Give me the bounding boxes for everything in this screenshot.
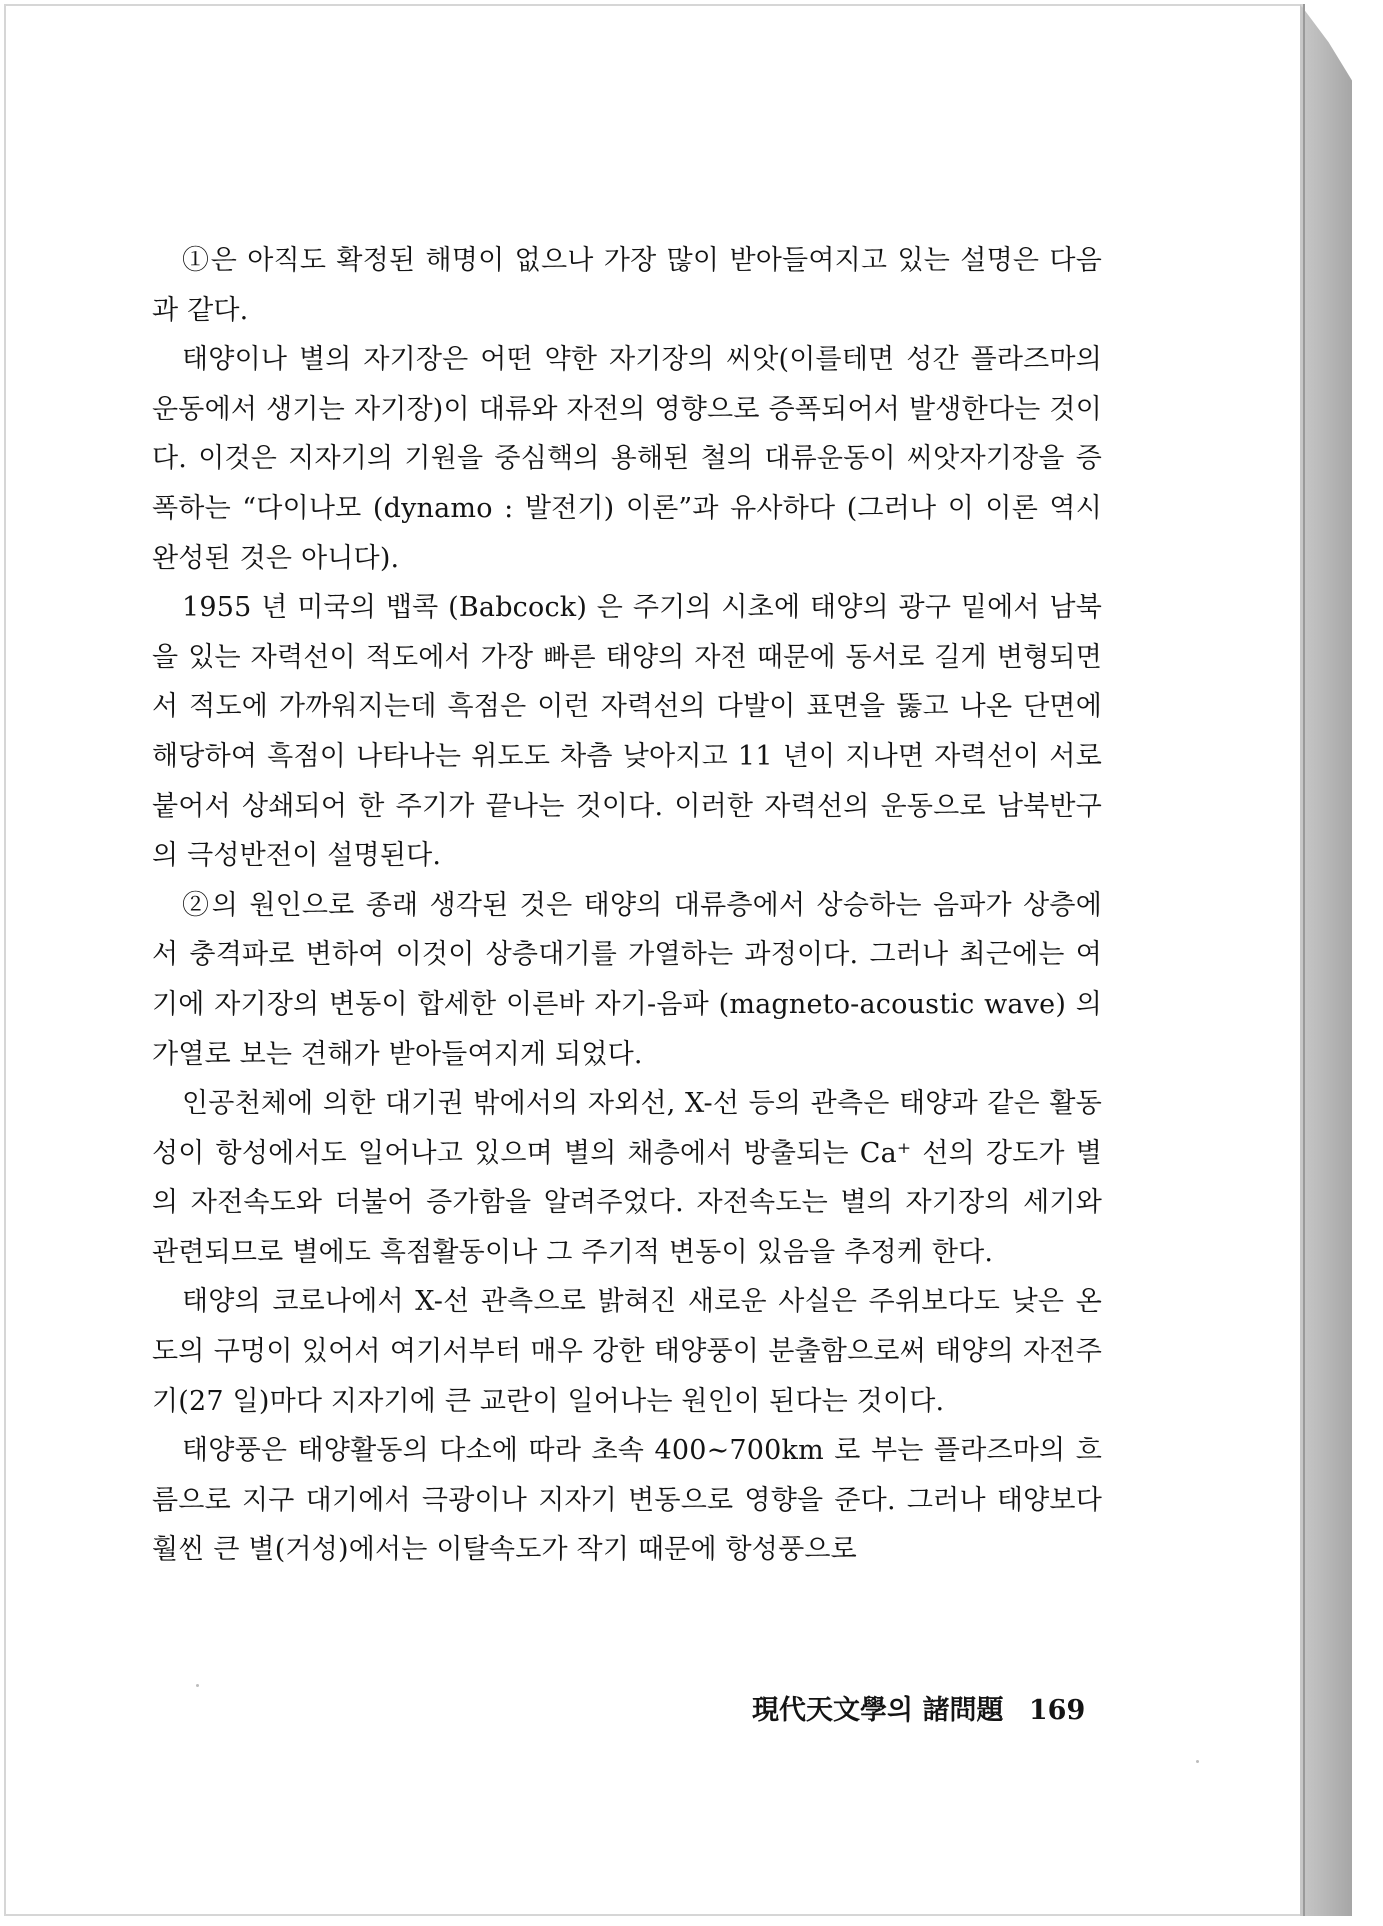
body-text (152, 236, 1102, 1575)
paragraph: 태양의 코로나에서 X-선 관측으로 밝혀진 새로운 사실은 주위보다도 낮은 온도의 구멍이 있어서 여기서부터 매우 강한 태양풍이 분출함으로써 태양의 자전주기(27 일)마다 지자기에 큰 교란이 일어나는 원인이 된다는 것이다. (152, 1286, 1102, 1417)
scan-speck (1196, 1760, 1199, 1763)
running-title: 現代天文學의 諸問題 (752, 1695, 1004, 1726)
page-stack-edge (1300, 4, 1352, 1916)
paragraph: 태양풍은 태양활동의 다소에 따라 초속 400∼700km 로 부는 플라즈마의 흐름으로 지구 대기에서 극광이나 지자기 변동으로 영향을 준다. 그러나 태양보다 훨씬 큰 별(거성)에서는 이탈속도가 작기 때문에 항성풍으로 (152, 1435, 1102, 1566)
paragraph: 1955 년 미국의 뱁콕 (Babcock) 은 주기의 시초에 태양의 광구 밑에서 남북을 있는 자력선이 적도에서 가장 빠른 태양의 자전 때문에 동서로 길게 변형되면서 적도에 가까워지는데 흑점은 이런 자력선의 다발이 표면을 뚫고 나온 단면에 해당하여 흑점이 나타나는 위도도 차츰 낮아지고 11 년이 지나면 자력선이 서로 붙어서 상쇄되어 한 주기가 끝나는 것이다. 이러한 자력선의 운동으로 남북반구의 극성반전이 설명된다. (152, 592, 1102, 872)
page-edge-line (1303, 4, 1305, 1916)
page-footer (752, 1688, 1086, 1727)
paragraph: 태양이나 별의 자기장은 어떤 약한 자기장의 씨앗(이를테면 성간 플라즈마의 운동에서 생기는 자기장)이 대류와 자전의 영향으로 증폭되어서 발생한다는 것이다. 이것은 지자기의 기원을 중심핵의 용해된 철의 대류운동이 씨앗자기장을 증폭하는 “다이나모 (dynamo : 발전기) 이론”과 유사하다 (그러나 이 이론 역시 완성된 것은 아니다). (152, 344, 1102, 574)
paragraph: ②의 원인으로 종래 생각된 것은 태양의 대류층에서 상승하는 음파가 상층에서 충격파로 변하여 이것이 상층대기를 가열하는 과정이다. 그러나 최근에는 여기에 자기장의 변동이 합세한 이른바 자기-음파 (magneto-acoustic wave) 의 가열로 보는 견해가 받아들여지게 되었다. (152, 889, 1102, 1070)
paragraph: ①은 아직도 확정된 해명이 없으나 가장 많이 받아들여지고 있는 설명은 다음과 같다. (152, 245, 1102, 326)
page-number: 169 (1028, 1695, 1086, 1726)
scan-speck (196, 1684, 199, 1687)
paragraph: 인공천체에 의한 대기권 밖에서의 자외선, X-선 등의 관측은 태양과 같은 활동성이 항성에서도 일어나고 있으며 별의 채층에서 방출되는 Ca⁺ 선의 강도가 별의 자전속도와 더불어 증가함을 알려주었다. 자전속도는 별의 자기장의 세기와 관련되므로 별에도 흑점활동이나 그 주기적 변동이 있음을 추정케 한다. (152, 1088, 1102, 1268)
